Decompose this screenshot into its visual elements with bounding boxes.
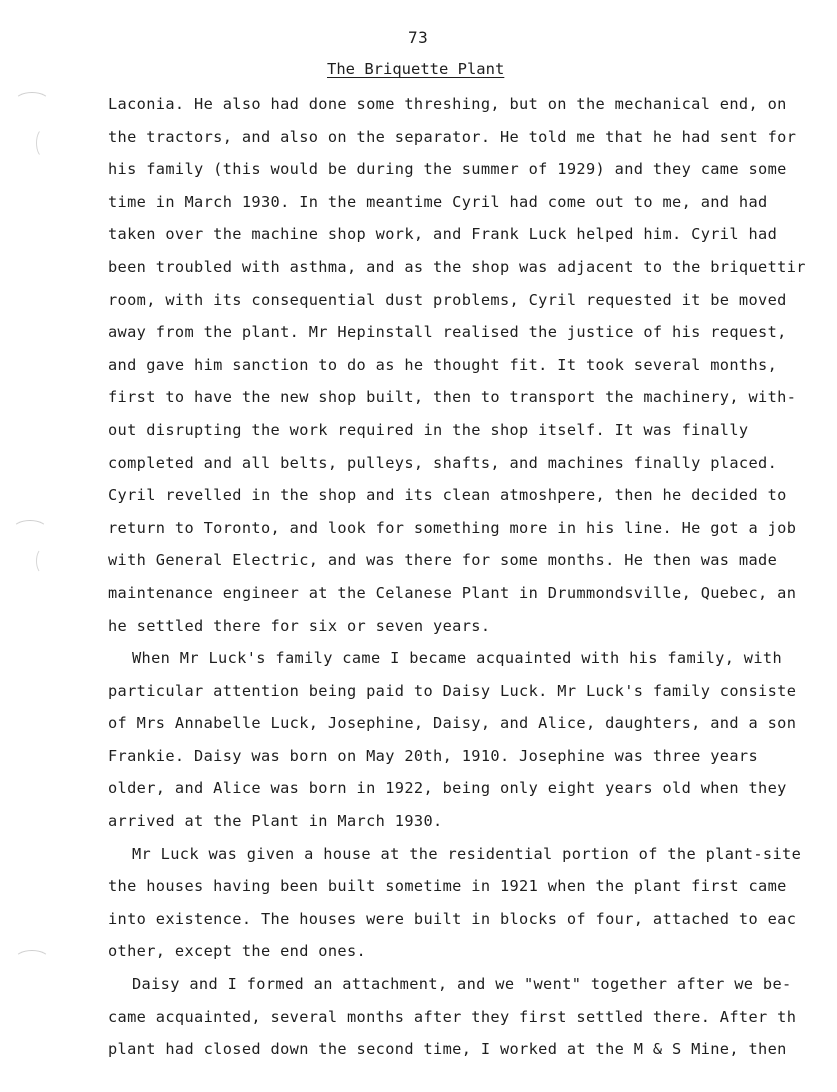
line: Mr Luck was given a house at the residential portion of the plant-site bbox=[132, 844, 802, 863]
line: the tractors, and also on the separator. He told me that he had sent for bbox=[108, 127, 797, 146]
page-title: The Briquette Plant bbox=[327, 60, 505, 78]
line: taken over the machine shop work, and Frank Luck helped him. Cyril had bbox=[108, 225, 778, 244]
line: maintenance engineer at the Celanese Plant in Drummondsville, Quebec, an bbox=[108, 583, 797, 602]
line: into existence. The houses were built in blocks of four, attached to eac bbox=[108, 909, 797, 928]
line: Daisy and I formed an attachment, and we "went" together after we be- bbox=[132, 975, 792, 994]
page-number: 73 bbox=[408, 28, 429, 47]
line: completed and all belts, pulleys, shafts, and machines finally placed. bbox=[108, 453, 778, 472]
line: Laconia. He also had done some threshing, but on the mechanical end, on bbox=[108, 95, 787, 113]
line: particular attention being paid to Daisy Luck. Mr Luck's family consiste bbox=[108, 681, 797, 700]
line: older, and Alice was born in 1922, being only eight years old when they bbox=[108, 779, 787, 798]
line: he settled there for six or seven years. bbox=[108, 616, 491, 635]
line: first to have the new shop built, then to transport the machinery, with- bbox=[108, 388, 797, 407]
line: away from the plant. Mr Hepinstall realised the justice of his request, bbox=[108, 323, 787, 342]
margin-mark-2 bbox=[36, 128, 52, 158]
line: came acquainted, several months after they first settled there. After th bbox=[108, 1007, 797, 1026]
margin-mark-4 bbox=[36, 548, 50, 574]
margin-mark-1 bbox=[14, 92, 50, 112]
line: room, with its consequential dust problems, Cyril requested it be moved bbox=[108, 290, 787, 309]
line: out disrupting the work required in the shop itself. It was finally bbox=[108, 420, 749, 439]
line: return to Toronto, and look for something more in his line. He got a job bbox=[108, 518, 797, 537]
line: other, except the end ones. bbox=[108, 942, 367, 961]
margin-mark-5 bbox=[14, 950, 50, 970]
line: been troubled with asthma, and as the shop was adjacent to the briquettir bbox=[108, 257, 806, 276]
margin-mark-3 bbox=[12, 520, 48, 540]
line: with General Electric, and was there for some months. He then was made bbox=[108, 551, 778, 570]
line: arrived at the Plant in March 1930. bbox=[108, 812, 443, 831]
line: Frankie. Daisy was born on May 20th, 1910. Josephine was three years bbox=[108, 746, 759, 765]
line: time in March 1930. In the meantime Cyril had come out to me, and had bbox=[108, 192, 768, 211]
line: plant had closed down the second time, I worked at the M & S Mine, then bbox=[108, 1040, 787, 1059]
line: Cyril revelled in the shop and its clean atmoshpere, then he decided to bbox=[108, 486, 787, 505]
line: the houses having been built sometime in 1921 when the plant first came bbox=[108, 877, 787, 896]
line: his family (this would be during the summer of 1929) and they came some bbox=[108, 160, 787, 179]
body-text bbox=[108, 88, 837, 1066]
line: and gave him sanction to do as he thought fit. It took several months, bbox=[108, 355, 778, 374]
line: When Mr Luck's family came I became acquainted with his family, with bbox=[132, 649, 783, 668]
line: of Mrs Annabelle Luck, Josephine, Daisy, and Alice, daughters, and a son bbox=[108, 714, 797, 733]
